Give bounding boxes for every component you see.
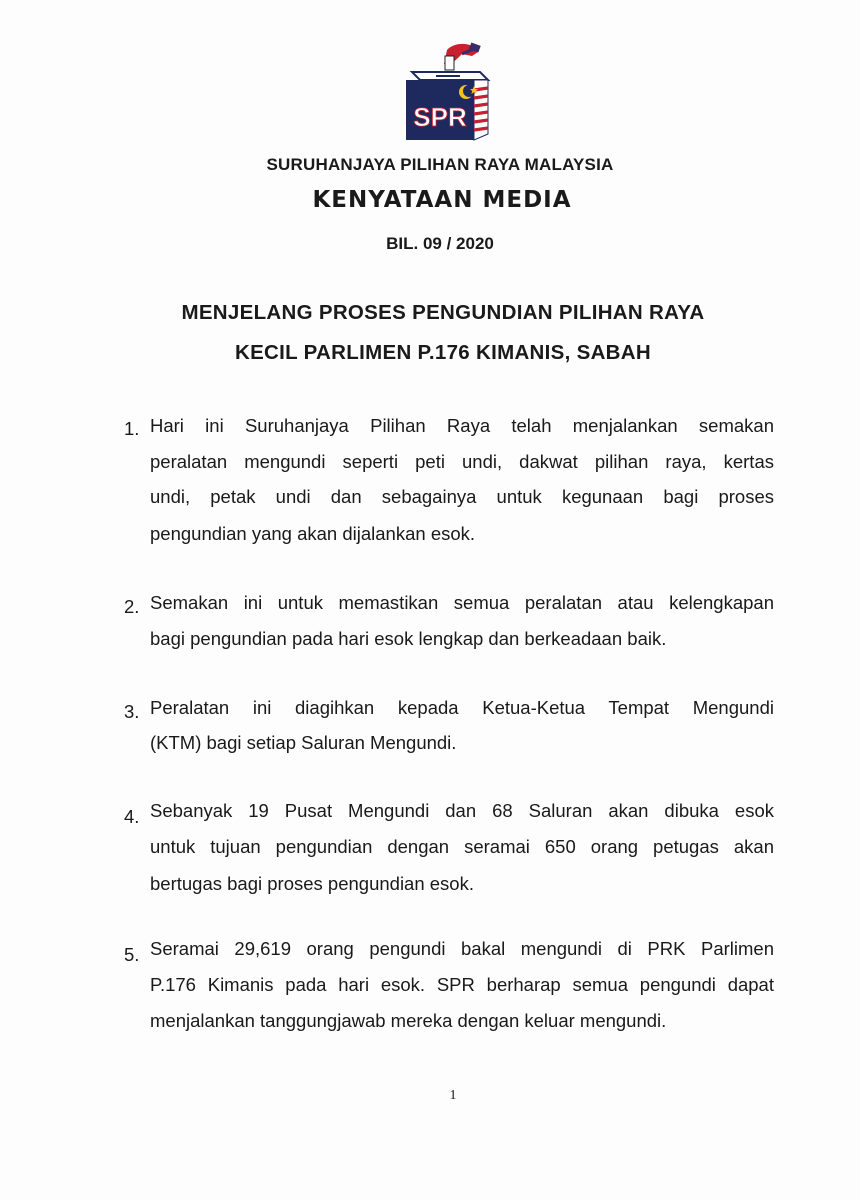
paragraph-line: Seramai 29,619 orang pengundi bakal mengundi di PRK Parlimen bbox=[150, 938, 774, 959]
paragraph-line: P.176 Kimanis pada hari esok. SPR berharap semua pengundi dapat bbox=[150, 974, 774, 995]
bulletin-number: BIL. 09 / 2020 bbox=[386, 234, 494, 253]
paragraph-line: Hari ini Suruhanjaya Pilihan Raya telah menjalankan semakan bbox=[150, 415, 774, 436]
title-line-2: KECIL PARLIMEN P.176 KIMANIS, SABAH bbox=[234, 341, 651, 364]
organization-name: SURUHANJAYA PILIHAN RAYA MALAYSIA bbox=[266, 155, 614, 174]
paragraph-line: bertugas bagi proses pengundian esok. bbox=[150, 873, 474, 894]
paragraph-line: pengundian yang akan dijalankan esok. bbox=[150, 523, 476, 544]
paragraph-line: Sebanyak 19 Pusat Mengundi dan 68 Saluran akan dibuka esok bbox=[150, 800, 774, 821]
paragraph-number: 3. bbox=[124, 701, 140, 722]
page-number: 1 bbox=[449, 1088, 457, 1103]
paragraph-number: 4. bbox=[124, 806, 140, 827]
title-line-1: MENJELANG PROSES PENGUNDIAN PILIHAN RAYA bbox=[181, 301, 705, 324]
paragraph-line: Peralatan ini diagihkan kepada Ketua-Ketua Tempat Mengundi bbox=[150, 697, 774, 718]
paragraph-line: peralatan mengundi seperti peti undi, dakwat pilihan raya, kertas bbox=[150, 451, 774, 472]
paragraph-line: bagi pengundian pada hari esok lengkap dan berkeadaan baik. bbox=[150, 628, 667, 649]
paragraph-number: 2. bbox=[124, 596, 140, 617]
paragraph-number: 5. bbox=[124, 944, 140, 965]
paragraph-line: undi, petak undi dan sebagainya untuk kegunaan bagi proses bbox=[150, 486, 774, 507]
logo-text: SPR bbox=[413, 102, 467, 132]
paragraph-line: menjalankan tanggungjawab mereka dengan keluar mengundi. bbox=[150, 1010, 667, 1031]
paragraph-number: 1. bbox=[124, 418, 140, 439]
document-type: KENYATAAN MEDIA bbox=[312, 187, 572, 213]
paragraph-line: Semakan ini untuk memastikan semua peralatan atau kelengkapan bbox=[150, 592, 774, 613]
paragraph-line: (KTM) bagi setiap Saluran Mengundi. bbox=[150, 732, 457, 753]
spr-ballot-box-logo bbox=[392, 42, 492, 150]
paragraph-line: untuk tujuan pengundian dengan seramai 650 orang petugas akan bbox=[150, 836, 774, 857]
